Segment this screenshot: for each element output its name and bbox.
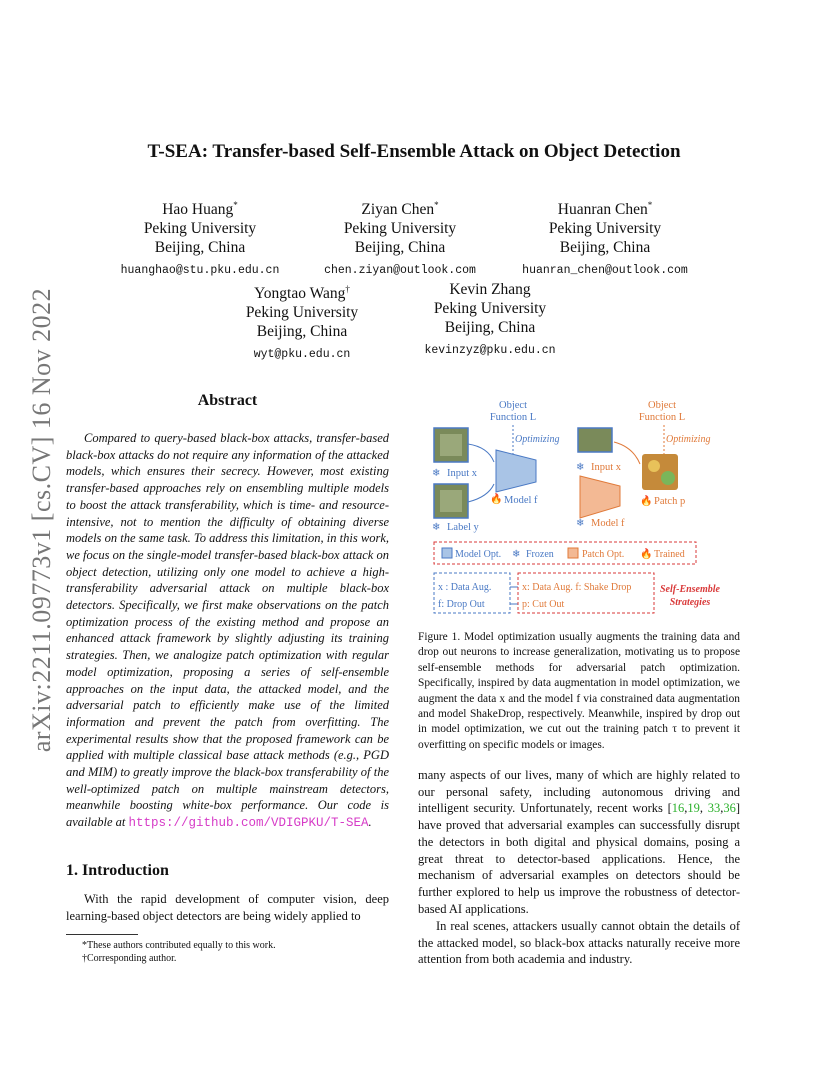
snowflake-icon: ❄ bbox=[576, 518, 585, 529]
abstract-heading: Abstract bbox=[197, 392, 258, 409]
right-model-shape bbox=[580, 476, 620, 518]
author-email: chen.ziyan@outlook.com bbox=[324, 264, 476, 278]
patch-blob bbox=[661, 471, 675, 485]
snowflake-icon: ❄ bbox=[432, 468, 441, 479]
author-name: Ziyan Chen bbox=[361, 201, 435, 219]
author-mark: † bbox=[345, 284, 350, 294]
label-label: Label y bbox=[447, 522, 479, 533]
code-link[interactable]: https://github.com/VDIGPKU/T-SEA bbox=[128, 816, 369, 831]
author-block bbox=[212, 280, 392, 364]
author-email: huanran_chen@outlook.com bbox=[522, 264, 688, 278]
author-name: Yongtao Wang bbox=[254, 285, 346, 303]
author-email: huanghao@stu.pku.edu.cn bbox=[120, 264, 280, 278]
input-arrow bbox=[468, 444, 494, 462]
author-block bbox=[305, 196, 495, 280]
right-objective-label-2: Function L bbox=[638, 412, 686, 423]
patch-image bbox=[642, 454, 678, 490]
intro-paragraph: With the rapid development of computer vision, deep learning-based object detectors are being widely applied to bbox=[66, 892, 389, 923]
arxiv-id: arXiv:2211.09773v1 [cs.CV] 16 Nov 2022 bbox=[27, 287, 56, 753]
right-paragraph-2: In real scenes, attackers usually cannot obtain the details of the attacked model, so black-box attacks naturally receive more attention from both academia and industry. bbox=[418, 919, 740, 967]
left-strategy-2: f: Drop Out bbox=[438, 599, 485, 610]
author-location: Beijing, China bbox=[154, 239, 246, 257]
author-location: Beijing, China bbox=[559, 239, 651, 257]
left-objective-label-1: Object bbox=[499, 400, 527, 411]
input-image-content bbox=[440, 434, 462, 456]
footnote-1: *These authors contributed equally to this work. bbox=[82, 940, 276, 951]
para-text: ] have proved that adversarial examples can successfully disrupt the detectors in both digital and physical domains, posing a great threat to detector-based applications. Hence, the mechanism of adversarial examples on detectors should be further explored to help us improve the robustness of detector-based AI applications. bbox=[418, 801, 740, 916]
patch-blob bbox=[648, 460, 660, 472]
input-label: Input x bbox=[447, 468, 478, 479]
patch-label: Patch p bbox=[654, 496, 686, 507]
author-affiliation: Peking University bbox=[433, 300, 547, 317]
right-paragraph-1: many aspects of our lives, many of which are highly related to our personal safety, including autonomous driving and intelligent security. Unfortunately, recent works [16,19, 33,36] have proved that adversarial examples can successfully disrupt the detectors in both digital and physical domains, posing a great threat to detector-based applications. Hence, the mechanism of adversarial examples on detectors should be further explored to help us improve the robustness of detector-based AI applications. bbox=[418, 768, 740, 916]
footnote-rule bbox=[66, 934, 138, 935]
left-objective-label-2: Function L bbox=[489, 412, 537, 423]
figure-1 bbox=[418, 392, 740, 622]
right-strategy-2: p: Cut Out bbox=[522, 599, 565, 610]
right-objective-label-1: Object bbox=[648, 400, 676, 411]
citation[interactable]: 36 bbox=[723, 801, 736, 816]
right-model-label: Model f bbox=[591, 518, 625, 529]
citation[interactable]: 16 bbox=[671, 801, 685, 816]
author-mark: * bbox=[233, 200, 238, 210]
citation[interactable]: 33 bbox=[707, 801, 721, 816]
author-mark: * bbox=[647, 200, 653, 210]
author-email: kevinzyz@pku.edu.cn bbox=[424, 344, 556, 357]
abstract-body: Compared to query-based black-box attacks, transfer-based black-box attacks do not require any information of the attacked models, which ensures their secrecy. However, most existing transfer-based approaches rely on ensembling multiple models to boost the attack transferability, which is time- and resource-intensive, not to mention the difficulty of obtaining diverse models on the same task. To address this limitation, in this work, we focus on the single-model transfer-based black-box attack on object detection, utilizing only one model to achieve a high-transferability adversarial attack on multiple black-box detectors. Specifically, we first make observations on the patch optimization process of the existing method and propose an enhanced attack framework by slightly adjusting its training strategies. Then, we analogize patch optimization with regular model optimization, proposing a series of self-ensemble approaches on the input data, the attacked model, and the adversarial patch to efficiently make use of the limited information and prevent the patch from overfitting. The experimental results show that the proposed framework can be applied with multiple classical base attack methods (e.g., PGD and MIM) to greatly improve the black-box transferability of the well-optimized patch on multiple mainstream detectors, meanwhile boosting white-box performance. Our code is available at https://github.com/VDIGPKU/T-SEA. bbox=[66, 431, 389, 831]
model-shape bbox=[496, 450, 536, 492]
snowflake-icon: ❄ bbox=[432, 522, 441, 533]
author-block bbox=[500, 196, 710, 280]
legend-model-opt: Model Opt. bbox=[455, 549, 502, 560]
legend-swatch-patch bbox=[568, 548, 578, 558]
label-image-content bbox=[440, 490, 462, 512]
legend-trained: Trained bbox=[654, 549, 685, 560]
legend-swatch-model bbox=[442, 548, 452, 558]
right-optimizing-label: Optimizing bbox=[666, 434, 711, 445]
author-mark: * bbox=[434, 200, 439, 210]
author-name: Huanran Chen bbox=[557, 201, 648, 219]
figure-caption: Figure 1. Model optimization usually augments the training data and drop out neurons to increase generalization, motivating us to propose self-ensemble methods for adversarial patch optimization. Specifically, inspired by data augmentation in model optimization, we augment the data x and the model f via constrained data augmentation and model ShakeDrop, respectively. Meanwhile, inspired by drop out in model optimization, we cut out the training patch τ to prevent it overfitting on specific models or images. bbox=[418, 631, 740, 751]
right-input-label: Input x bbox=[591, 462, 622, 473]
author-affiliation: Peking University bbox=[548, 220, 662, 238]
fire-icon: 🔥 bbox=[640, 549, 653, 560]
author-name: Hao Huang bbox=[162, 201, 234, 219]
footnote-2: †Corresponding author. bbox=[82, 953, 177, 964]
paper-title: T-SEA: Transfer-based Self-Ensemble Attack on Object Detection bbox=[147, 141, 681, 162]
snowflake-icon: ❄ bbox=[576, 462, 585, 473]
fire-icon: 🔥 bbox=[490, 494, 503, 505]
snowflake-icon: ❄ bbox=[512, 549, 521, 560]
right-input-image bbox=[578, 428, 612, 452]
author-affiliation: Peking University bbox=[343, 220, 457, 238]
left-optimizing-label: Optimizing bbox=[515, 434, 560, 445]
strategy-title-2: Strategies bbox=[669, 597, 711, 608]
strategy-title-1: Self-Ensemble bbox=[660, 584, 720, 595]
author-location: Beijing, China bbox=[256, 323, 348, 341]
citation[interactable]: 19 bbox=[687, 801, 700, 816]
legend-frozen: Frozen bbox=[526, 549, 554, 560]
abstract-text: Compared to query-based black-box attacks, transfer-based black-box attacks do not require any information of the attacked models, which ensures their secrecy. However, most existing transfer-based approaches rely on ensembling multiple models to boost the attack transferability, which is time- and resource-intensive, not to mention the difficulty of obtaining diverse models on the same task. To address this limitation, in this work, we focus on the single-model transfer-based black-box attack on object detection, utilizing only one model to achieve a high-transferability adversarial attack on multiple black-box detectors. Specifically, we first make observations on the patch optimization process of the existing method and propose an enhanced attack framework by slightly adjusting its training strategies. Then, we analogize patch optimization with regular model optimization, proposing a series of self-ensemble approaches on the input data, the attacked model, and the adversarial patch to efficiently make use of the limited information and prevent the patch from overfitting. The experimental results show that the proposed framework can be applied with multiple classical base attack methods (e.g., PGD and MIM) to greatly improve the black-box transferability of the well-optimized patch on multiple mainstream detectors, meanwhile boosting white-box performance. Our code is available at bbox=[66, 431, 389, 830]
right-strategy-1: x: Data Aug. f: Shake Drop bbox=[522, 582, 632, 593]
author-email: wyt@pku.edu.cn bbox=[253, 348, 351, 362]
author-affiliation: Peking University bbox=[245, 304, 359, 322]
patch-arrow bbox=[614, 442, 640, 464]
author-location: Beijing, China bbox=[354, 239, 446, 257]
legend-patch-opt: Patch Opt. bbox=[582, 549, 625, 560]
author-location: Beijing, China bbox=[444, 319, 536, 336]
left-strategy-1: x : Data Aug. bbox=[438, 582, 492, 593]
fire-icon: 🔥 bbox=[640, 496, 653, 507]
footnotes bbox=[82, 939, 382, 965]
model-label: Model f bbox=[504, 495, 538, 506]
author-name: Kevin Zhang bbox=[449, 281, 531, 298]
author-block bbox=[400, 280, 580, 360]
arxiv-sidebar bbox=[12, 280, 72, 760]
para-text: many aspects of our lives, many of which are highly related to our personal safety, including autonomous driving and intelligent security. Unfortunately, recent works [ bbox=[418, 768, 740, 816]
intro-heading: 1. Introduction bbox=[66, 862, 169, 879]
author-block bbox=[105, 196, 295, 280]
author-affiliation: Peking University bbox=[143, 220, 257, 238]
strategy-connector bbox=[510, 587, 518, 604]
